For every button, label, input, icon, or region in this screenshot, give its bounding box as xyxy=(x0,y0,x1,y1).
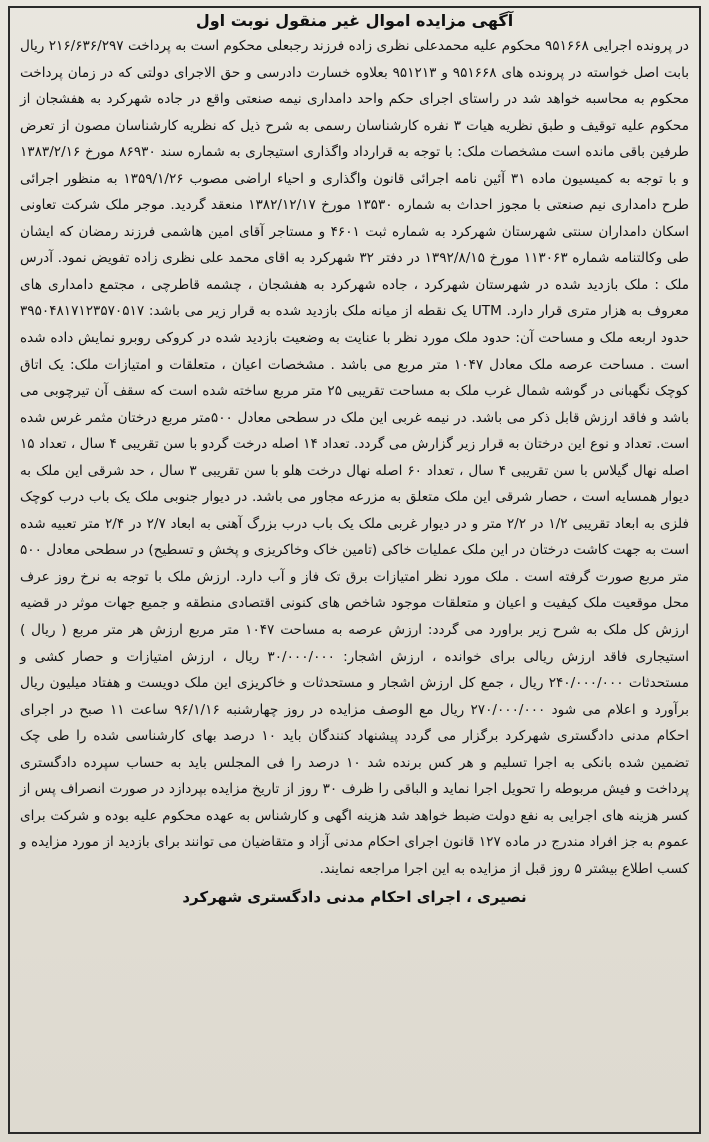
notice-frame xyxy=(8,6,701,1134)
notice-title: آگهی مزایده اموال غیر منقول نوبت اول xyxy=(195,11,514,30)
notice-signature: نصیری ، اجرای احکام مدنی دادگستری شهرکرد xyxy=(182,887,527,906)
notice-body: در پرونده اجرایی ۹۵۱۶۶۸ محکوم علیه محمدعلی نظری زاده فرزند رجبعلی محکوم است به پرداخت ۲۱۶/۶۳۶/۲۹۷ ریال بابت اصل خواسته در پرونده های ۹۵۱۶۶۸ و ۹۵۱۲۱۳ بعلاوه خسارت دادرسی و حق الاجرای دولتی که در زمان پرداخت محکوم به محاسبه خواهد شد در راستای اجرای حکم واحد دامداری نیمه صنعتی واقع در جاده شهرکرد به هفشجان از محکوم علیه توقیف و طبق نظریه هیات ۳ نفره کارشناسان رسمی به شرح ذیل که نظریه کارشناسان مصون از تعرض طرفین باقی مانده است مشخصات ملک: با توجه به قرارداد واگذاری استیجاری به شماره سند ۸۶۹۳۰ مورخ ۱۳۸۳/۲/۱۶ و با توجه به کمیسیون ماده ۳۱ آئین نامه اجرائی قانون واگذاری و احیاء اراضی مصوب ۱۳۵۹/۱/۲۶ به منظور اجرائی طرح دامداری نیم صنعتی با مجوز احداث به شماره ۱۳۵۳۰ مورخ ۱۳۸۲/۱۲/۱۷ منعقد گردید. موجر ملک شرکت تعاونی اسکان دامداران سنتی شهرستان شهرکرد به شماره ثبت ۴۶۰۱ و مستاجر آقای امین هاشمی فرزند رمضان که ایشان طی وکالتنامه شماره ۱۱۳۰۶۳ مورخ ۱۳۹۲/۸/۱۵ در دفتر ۳۲ شهرکرد به اقای محمد علی نظری زاده تفویض نمود. آدرس ملک : ملک بازدید شده در شهرستان شهرکرد ، جاده شهرکرد به هفشجان ، چشمه قاطرچی ، مجتمع دامداری های معروف به هزار متری قرار دارد. UTM یک نقطه از میانه ملک بازدید شده به قرار زیر می باشد: ۳۹۵۰۴۸۱۷۱۲۳۵۷۰۵۱۷ حدود اربعه ملک و مساحت آن: حدود ملک مورد نظر با عنایت به وضعیت بازدید شده در کروکی روبرو نمایش داده شده است . مساحت عرصه ملک معادل ۱۰۴۷ متر مربع می باشد . مشخصات اعیان ، متعلقات و امتیازات ملک: یک اتاق کوچک نگهبانی در گوشه شمال غرب ملک به مساحت تقریبی ۲۵ متر مربع ساخته شده است که سقف آن تیرچوبی می باشد و فاقد ارزش قابل ذکر می باشد. در نیمه غربی این ملک در سطحی معادل ۵۰۰متر مربع درختان مثمر غرس شده است. تعداد و نوع این درختان به قرار زیر گزارش می گردد. تعداد ۱۴ اصله درخت گردو با سن تقریبی ۴ سال ، تعداد ۱۵ اصله نهال گیلاس با سن تقریبی ۴ سال ، تعداد ۶۰ اصله نهال درخت هلو با سن تقریبی ۳ سال ، حد شرقی این ملک به دیوار همسایه است ، حصار شرقی این ملک متعلق به مزرعه مجاور می باشد. در دیوار جنوبی ملک یک باب درب کوچک فلزی به ابعاد تقریبی ۱/۲ در ۲/۲ متر و در دیوار غربی ملک یک باب درب بزرگ آهنی به ابعاد ۲/۷ در ۲/۴ متر تعبیه شده است به جهت کاشت درختان در این ملک عملیات خاکی (تامین خاک وخاکریزی و پخش و تسطیح) در سطحی معادل ۵۰۰ متر مربع صورت گرفته است . ملک مورد نظر امتیازات برق تک فاز و آب دارد. ارزش ملک با توجه به نرخ روز عرف محل موقعیت ملک کیفیت و اعیان و متعلقات موجود شاخص های کنونی اقتصادی منطقه و جمیع جهات موثر در قضیه ارزش کل ملک به شرح زیر براورد می گردد: ارزش عرصه به مساحت ۱۰۴۷ متر مربع ارزش هر متر مربع ( ریال ) استیجاری فاقد ارزش ریالی برای خوانده ، ارزش اشجار: ۳۰/۰۰۰/۰۰۰ ریال ، ارزش امتیازات و حصار کشی و مستحدثات ۲۴۰/۰۰۰/۰۰۰ ریال ، جمع کل ارزش اشجار و مستحدثات و خاکریزی این ملک دویست و هفتاد میلیون ریال برآورد و اعلام می شود ۲۷۰/۰۰۰/۰۰۰ ریال مع الوصف مزایده در روز چهارشنبه ۹۶/۱/۱۶ ساعت ۱۱ صبح در اجرای احکام مدنی دادگستری شهرکرد برگزار می گردد پیشنهاد کنندگان باید ۱۰ درصد بهای کارشناسی شده را طی چک تضمین شده بانکی به اجرا تسلیم و هر کس برنده شد ۱۰ درصد را فی المجلس باید به حساب سپرده دادگستری پرداخت و فیش مربوطه را تحویل اجرا نماید و الباقی را ظرف ۳۰ روز از تاریخ مزایده بپردازد در صورت انصراف پس از کسر هزینه های اجرایی به نفع دولت ضبط خواهد شد هزینه اگهی و کارشناس به عهده محکوم علیه بوده و شرکت برای عموم به جز افراد مندرج در ماده ۱۲۷ قانون اجرای احکام مدنی آزاد و متقاضیان می توانند برای بازدید از مورد مزایده و کسب اطلاع بیشتر ۵ روز قبل از مزایده به این اجرا مراجعه نمایند. xyxy=(20,38,690,877)
